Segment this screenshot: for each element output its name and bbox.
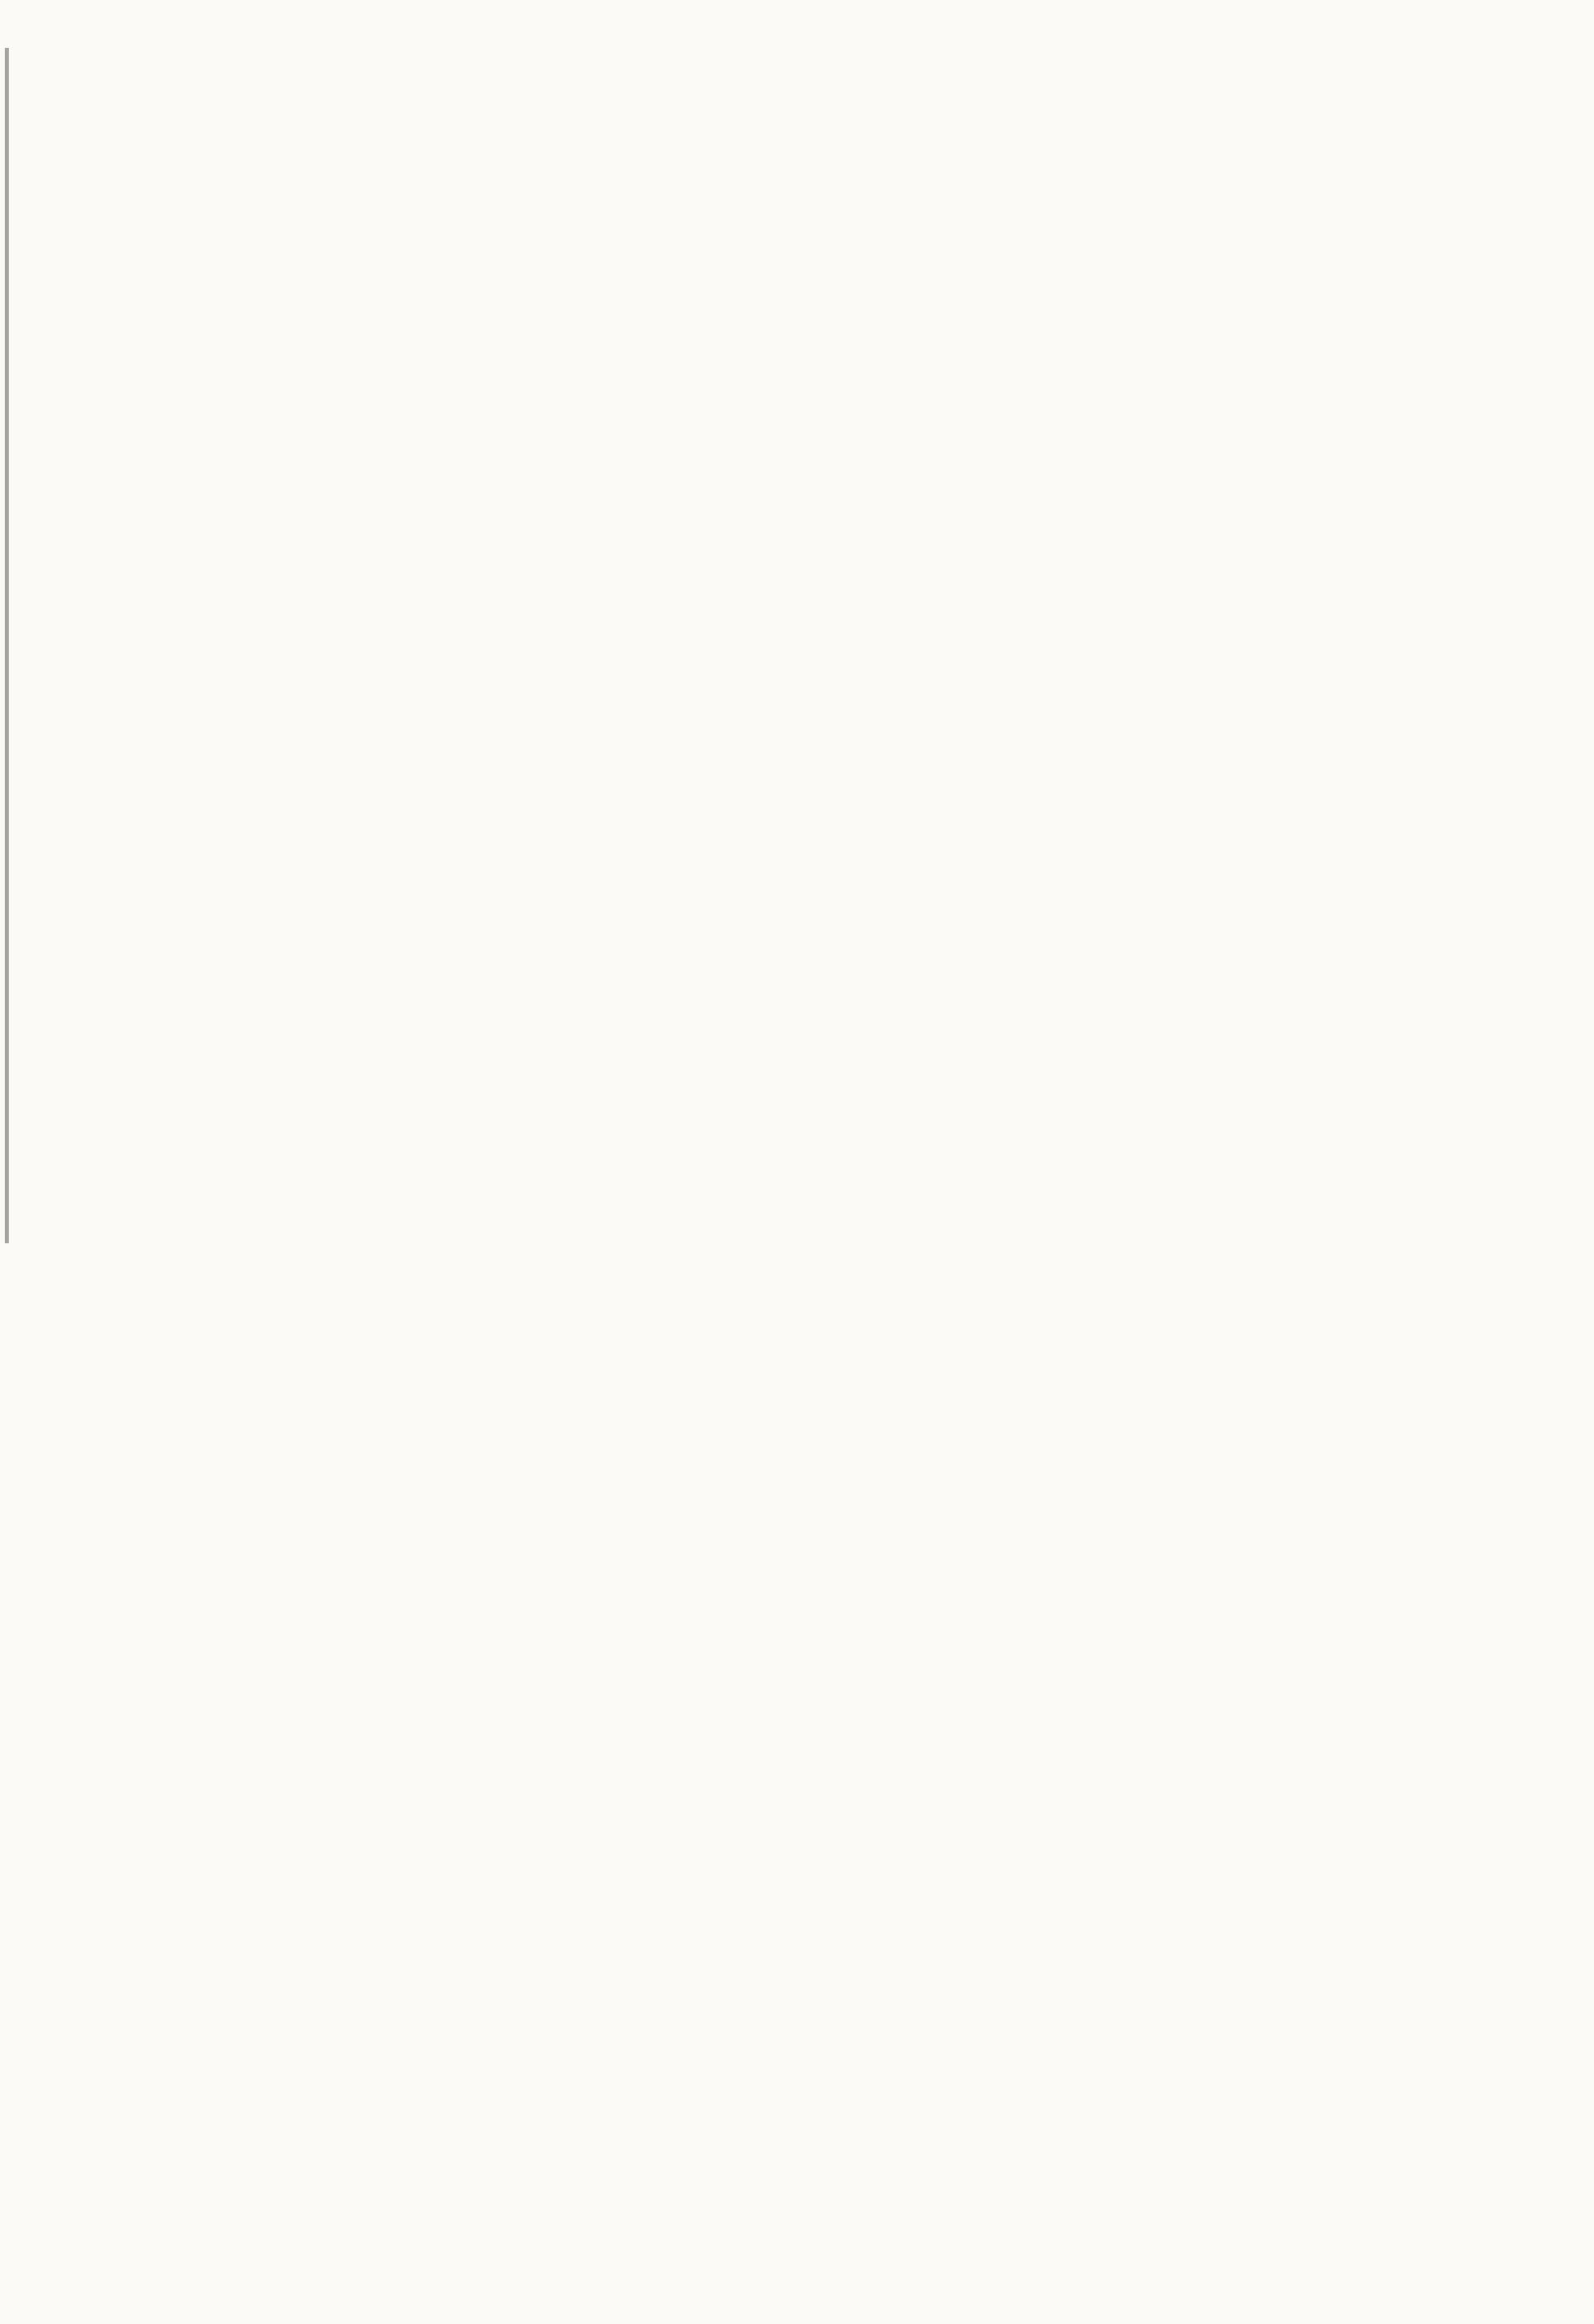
scan-edge-shadow [5, 48, 9, 1243]
